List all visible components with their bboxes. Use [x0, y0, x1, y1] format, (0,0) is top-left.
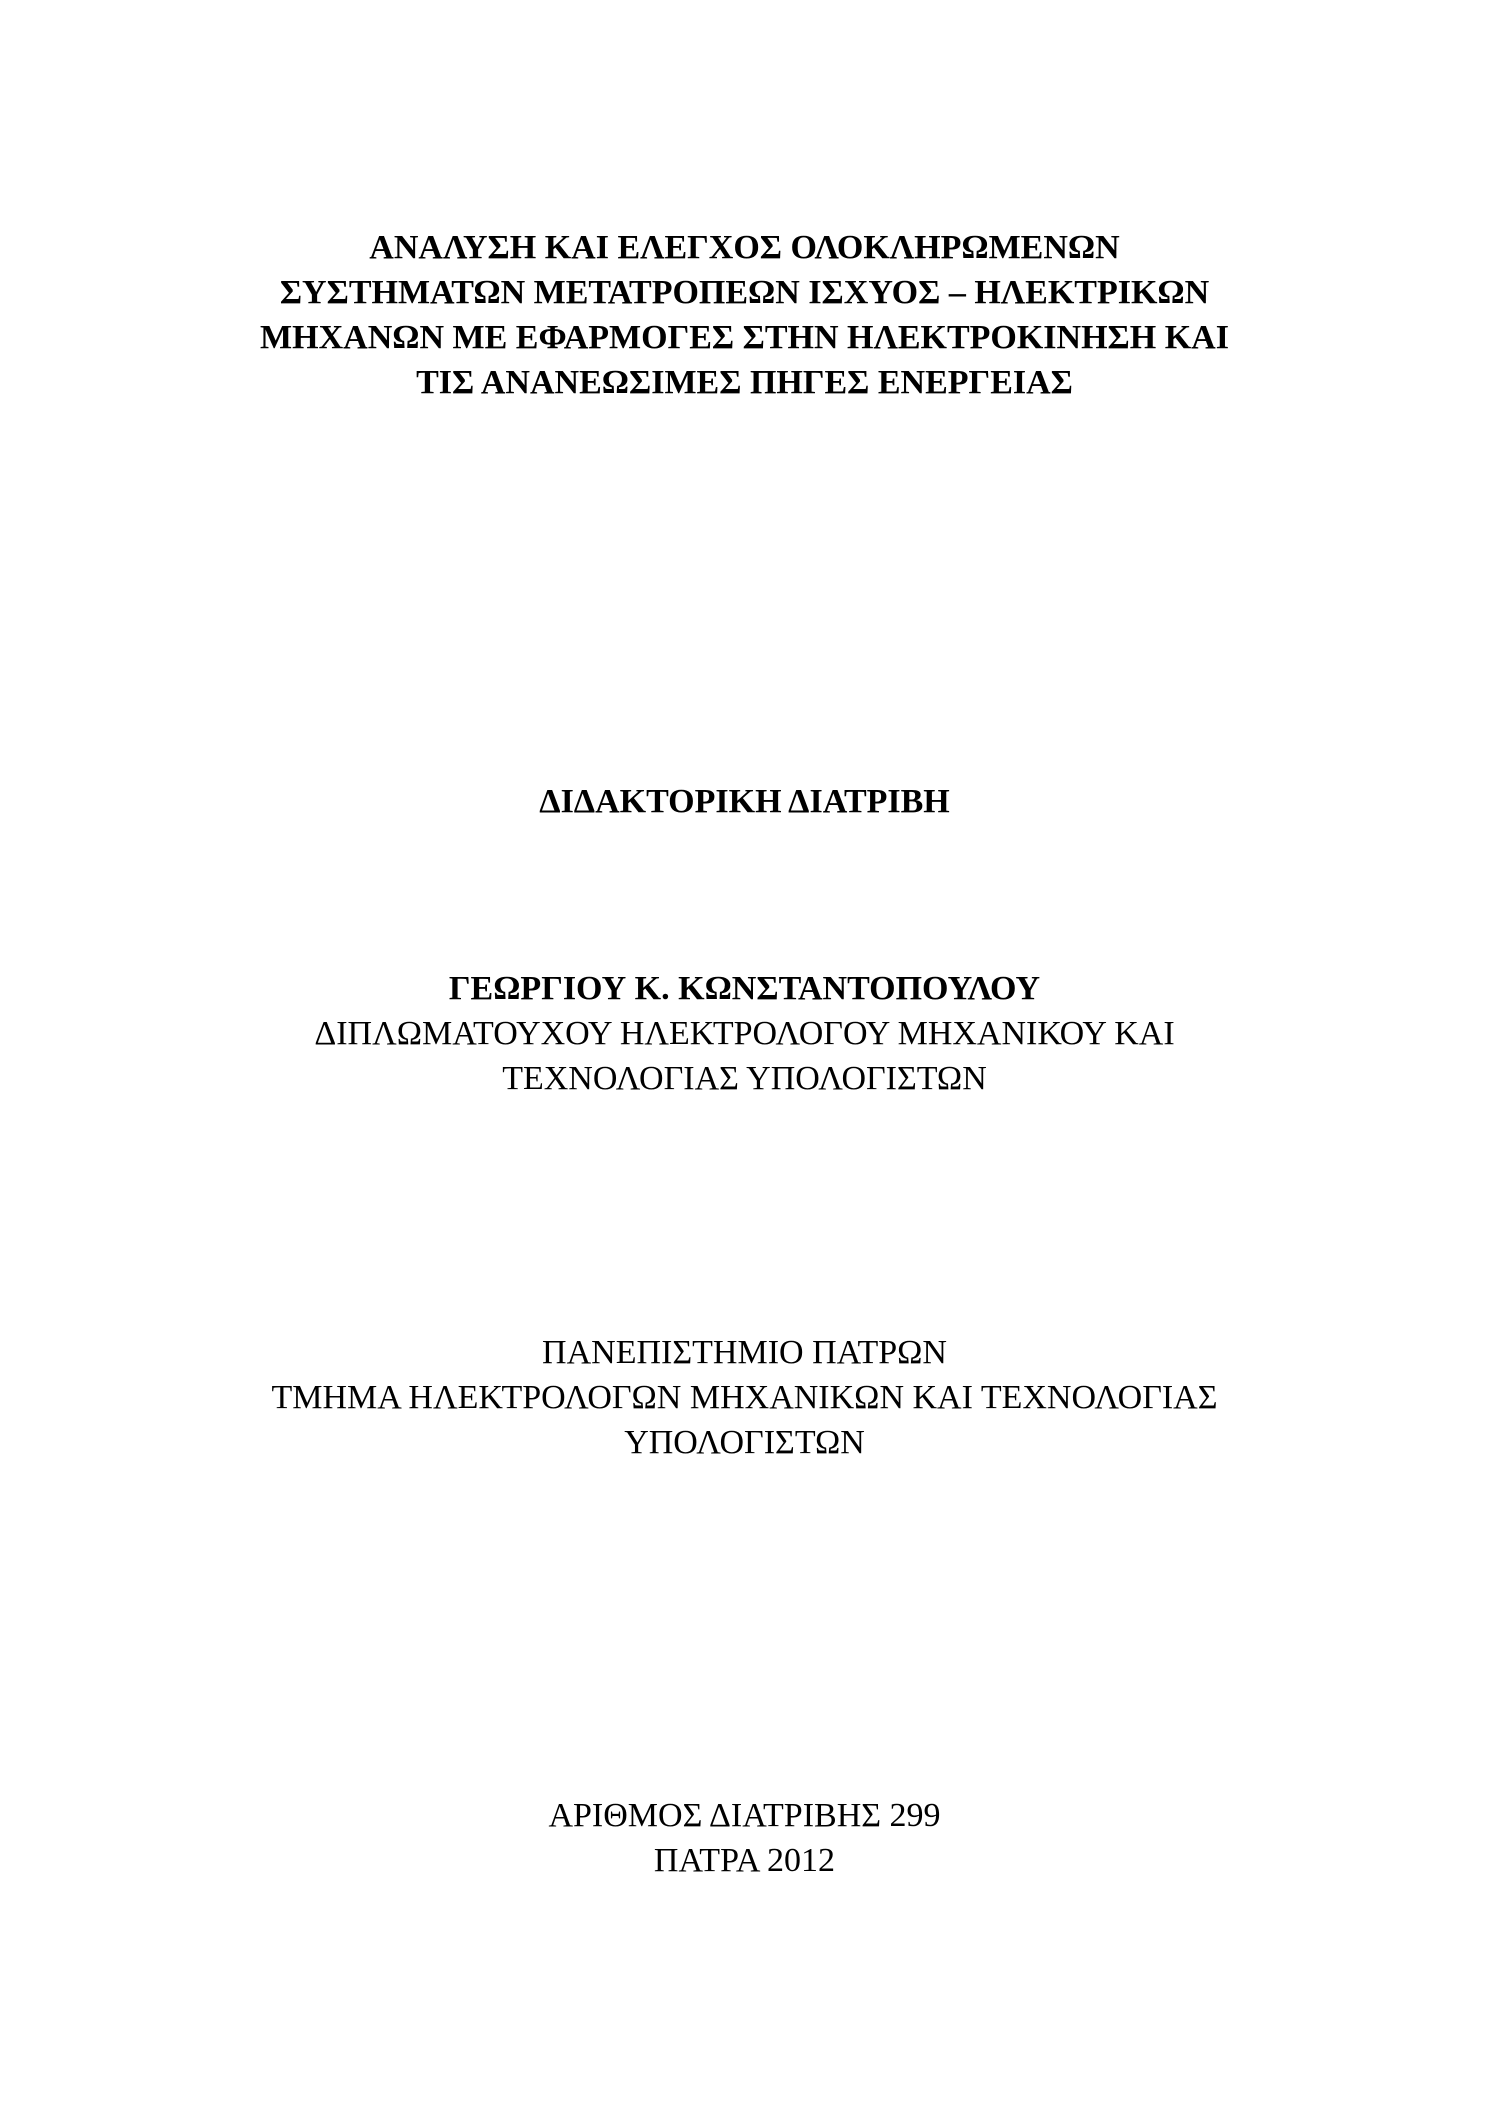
- thesis-title-line: ΤΙΣ ΑΝΑΝΕΩΣΙΜΕΣ ΠΗΓΕΣ ΕΝΕΡΓΕΙΑΣ: [416, 364, 1073, 401]
- university-name: ΠΑΝΕΠΙΣΤΗΜΙΟ ΠΑΤΡΩΝ: [542, 1334, 947, 1371]
- thesis-number: ΑΡΙΘΜΟΣ ΔΙΑΤΡΙΒΗΣ 299: [548, 1797, 941, 1834]
- author-name: ΓΕΩΡΓΙΟΥ Κ. ΚΩΝΣΤΑΝΤΟΠΟΥΛΟΥ: [448, 970, 1041, 1007]
- author-qualification-line: ΤΕΧΝΟΛΟΓΙΑΣ ΥΠΟΛΟΓΙΣΤΩΝ: [502, 1060, 987, 1097]
- thesis-title-line: ΑΝΑΛΥΣΗ ΚΑΙ ΕΛΕΓΧΟΣ ΟΛΟΚΛΗΡΩΜΕΝΩΝ: [369, 229, 1120, 266]
- document-type: [0, 779, 1489, 824]
- document-type-label: ΔΙΔΑΚΤΟΡΙΚΗ ΔΙΑΤΡΙΒΗ: [539, 783, 950, 820]
- department-line: ΥΠΟΛΟΓΙΣΤΩΝ: [624, 1424, 865, 1461]
- author-section: [0, 966, 1489, 1101]
- footer-section: [0, 1793, 1489, 1883]
- thesis-title-line: ΜΗΧΑΝΩΝ ΜΕ ΕΦΑΡΜΟΓΕΣ ΣΤΗΝ ΗΛΕΚΤΡΟΚΙΝΗΣΗ ΚΑΙ: [260, 319, 1229, 356]
- thesis-title-line: ΣΥΣΤΗΜΑΤΩΝ ΜΕΤΑΤΡΟΠΕΩΝ ΙΣΧΥΟΣ – ΗΛΕΚΤΡΙΚΩΝ: [279, 274, 1210, 311]
- place-year: ΠΑΤΡΑ 2012: [653, 1842, 836, 1879]
- department-line: ΤΜΗΜΑ ΗΛΕΚΤΡΟΛΟΓΩΝ ΜΗΧΑΝΙΚΩΝ ΚΑΙ ΤΕΧΝΟΛΟΓΙΑΣ: [271, 1379, 1218, 1416]
- institution-section: [0, 1330, 1489, 1465]
- thesis-title: [0, 225, 1489, 405]
- author-qualification-line: ΔΙΠΛΩΜΑΤΟΥΧΟΥ ΗΛΕΚΤΡΟΛΟΓΟΥ ΜΗΧΑΝΙΚΟΥ ΚΑΙ: [314, 1015, 1175, 1052]
